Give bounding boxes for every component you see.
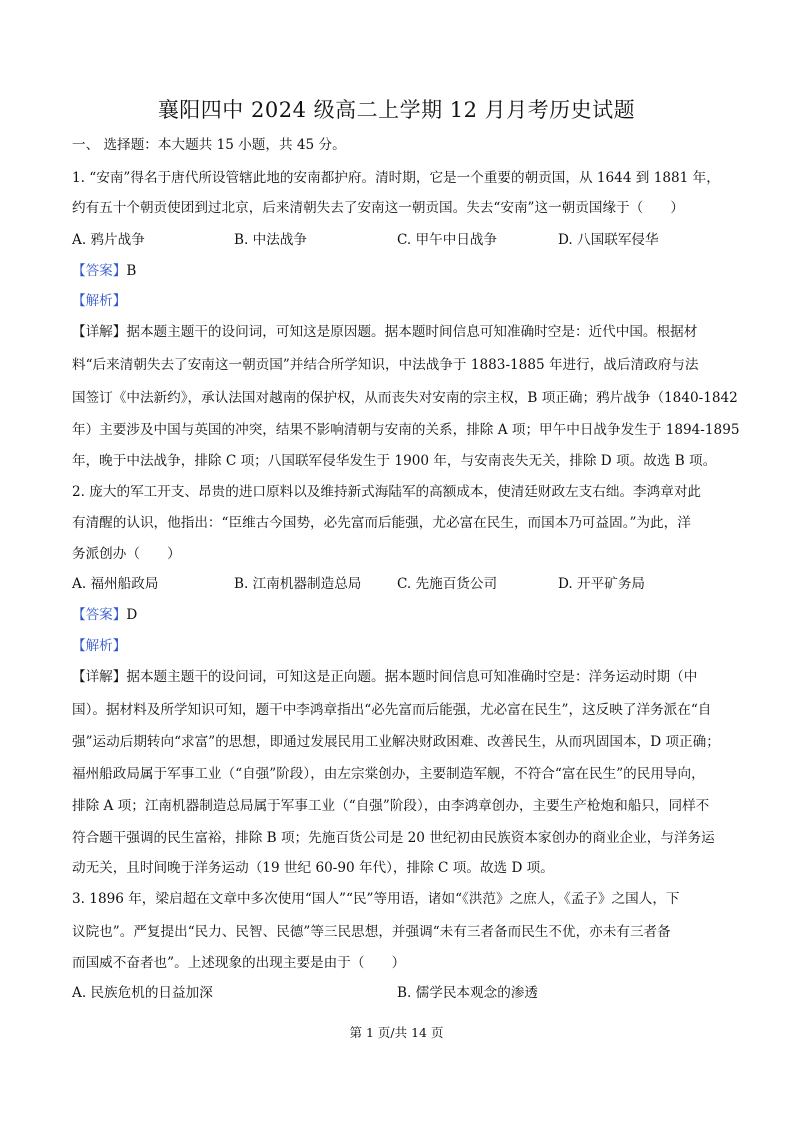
q1-detail-line-1: 【详解】据本题主题干的设问词，可知这是原因题。据本题时间信息可知准确时空是：近代中国。根据材 [72, 324, 698, 340]
q2-answer-label: 【答案】 [72, 607, 127, 623]
q1-option-c: C. 甲午中日战争 [397, 232, 498, 248]
q2-detail-line-1: 【详解】据本题主题干的设问词，可知这是正向题。据本题时间信息可知准确时空是：洋务运动时期（中 [72, 669, 698, 685]
page-footer: 第 1 页/共 14 页 [349, 1025, 444, 1040]
q3-stem-line-3: 而国威不奋者也”。上述现象的出现主要是由于（ ） [72, 955, 406, 971]
q3-option-b: B. 儒学民本观念的渗透 [397, 985, 538, 1001]
q1-detail-line-4: 年）主要涉及中国与英国的冲突，结果不影响清朝与安南的关系，排除 A 项；甲午中日战争发生于 1894-1895 [72, 422, 740, 438]
q1-option-d: D. 八国联军侵华 [558, 232, 659, 248]
q1-analysis-label: 【解析】 [72, 293, 127, 309]
q2-detail-line-4: 福州船政局属于军事工业（“自强”阶段），由左宗棠创办，主要制造军舰，不符合“富在民生”的民用导向， [72, 766, 705, 782]
q3-stem-line-1: 3. 1896 年，梁启超在文章中多次使用“国人”“民”等用语，诸如“《洪范》之庶人，《孟子》之国人，下 [72, 891, 680, 907]
q1-option-a: A. 鸦片战争 [72, 232, 145, 248]
q1-stem-line-1: 1. “安南”得名于唐代所设管辖此地的安南都护府。清时期，它是一个重要的朝贡国，从 1644 到 1881 年， [72, 170, 720, 186]
q2-analysis-label: 【解析】 [72, 638, 127, 654]
q2-detail-line-5: 排除 A 项；江南机器制造总局属于军事工业（“自强”阶段），由李鸿章创办，主要生产枪炮和船只，同样不 [72, 798, 710, 814]
q2-detail-line-6: 符合题干强调的民生富裕，排除 B 项；先施百货公司是 20 世纪初由民族资本家创办的商业企业，与洋务运 [72, 830, 715, 846]
q2-answer [72, 606, 137, 624]
q2-stem-line-2: 有清醒的认识，他指出：“臣维古今国势，必先富而后能强，尤必富在民生，而国本乃可益固。”为此，洋 [72, 515, 691, 531]
q2-stem-line-3: 务派创办（ ） [72, 546, 181, 562]
q2-detail-line-2: 国）。据材料及所学知识可知，题干中李鸿章指出“必先富而后能强，尤必富在民生”，这反映了洋务派在“自 [72, 702, 712, 718]
q3-option-a: A. 民族危机的日益加深 [72, 985, 213, 1001]
q3-stem-line-2: 议院也”。严复提出“民力、民智、民德”等三民思想，并强调“未有三者备而民生不优，亦未有三者备 [72, 924, 671, 940]
q2-detail-line-7: 动无关，且时间晚于洋务运动（19 世纪 60-90 年代），排除 C 项。故选 D 项。 [72, 860, 554, 876]
q1-answer-label: 【答案】 [72, 263, 127, 279]
page-title: 襄阳四中 2024 级高二上学期 12 月月考历史试题 [157, 98, 636, 122]
q1-answer-value: B [126, 263, 137, 279]
q2-stem-line-1: 2. 庞大的军工开支、昂贵的进口原料以及维持新式海陆军的高额成本，使清廷财政左支右绌。李鸿章对此 [72, 484, 702, 500]
q1-stem-line-2: 约有五十个朝贡使团到过北京，后来清朝失去了安南这一朝贡国。失去“安南”这一朝贡国缘于（ ） [72, 200, 685, 216]
q2-answer-value: D [126, 607, 138, 623]
q2-option-d: D. 开平矿务局 [558, 576, 646, 592]
q1-detail-line-3: 国签订《中法新约》，承认法国对越南的保护权，从而丧失对安南的宗主权，B 项正确；鸦片战争（1840-1842 [72, 390, 738, 406]
q1-detail-line-5: 年，晚于中法战争，排除 C 项；八国联军侵华发生于 1900 年，与安南丧失无关，排除 D 项。故选 B 项。 [72, 453, 717, 469]
q2-option-c: C. 先施百货公司 [397, 576, 498, 592]
section-heading: 一、 选择题：本大题共 15 小题，共 45 分。 [72, 137, 346, 153]
q1-option-b: B. 中法战争 [234, 232, 308, 248]
q2-option-a: A. 福州船政局 [72, 576, 159, 592]
q2-detail-line-3: 强”运动后期转向“求富”的思想，即通过发展民用工业解决财政困难、改善民生，从而巩固国本，D 项正确； [72, 734, 720, 750]
q2-option-b: B. 江南机器制造总局 [234, 576, 362, 592]
q1-detail-line-2: 料“后来清朝失去了安南这一朝贡国”并结合所学知识，中法战争于 1883-1885 年进行，战后清政府与法 [72, 357, 699, 373]
q1-answer [72, 262, 136, 280]
